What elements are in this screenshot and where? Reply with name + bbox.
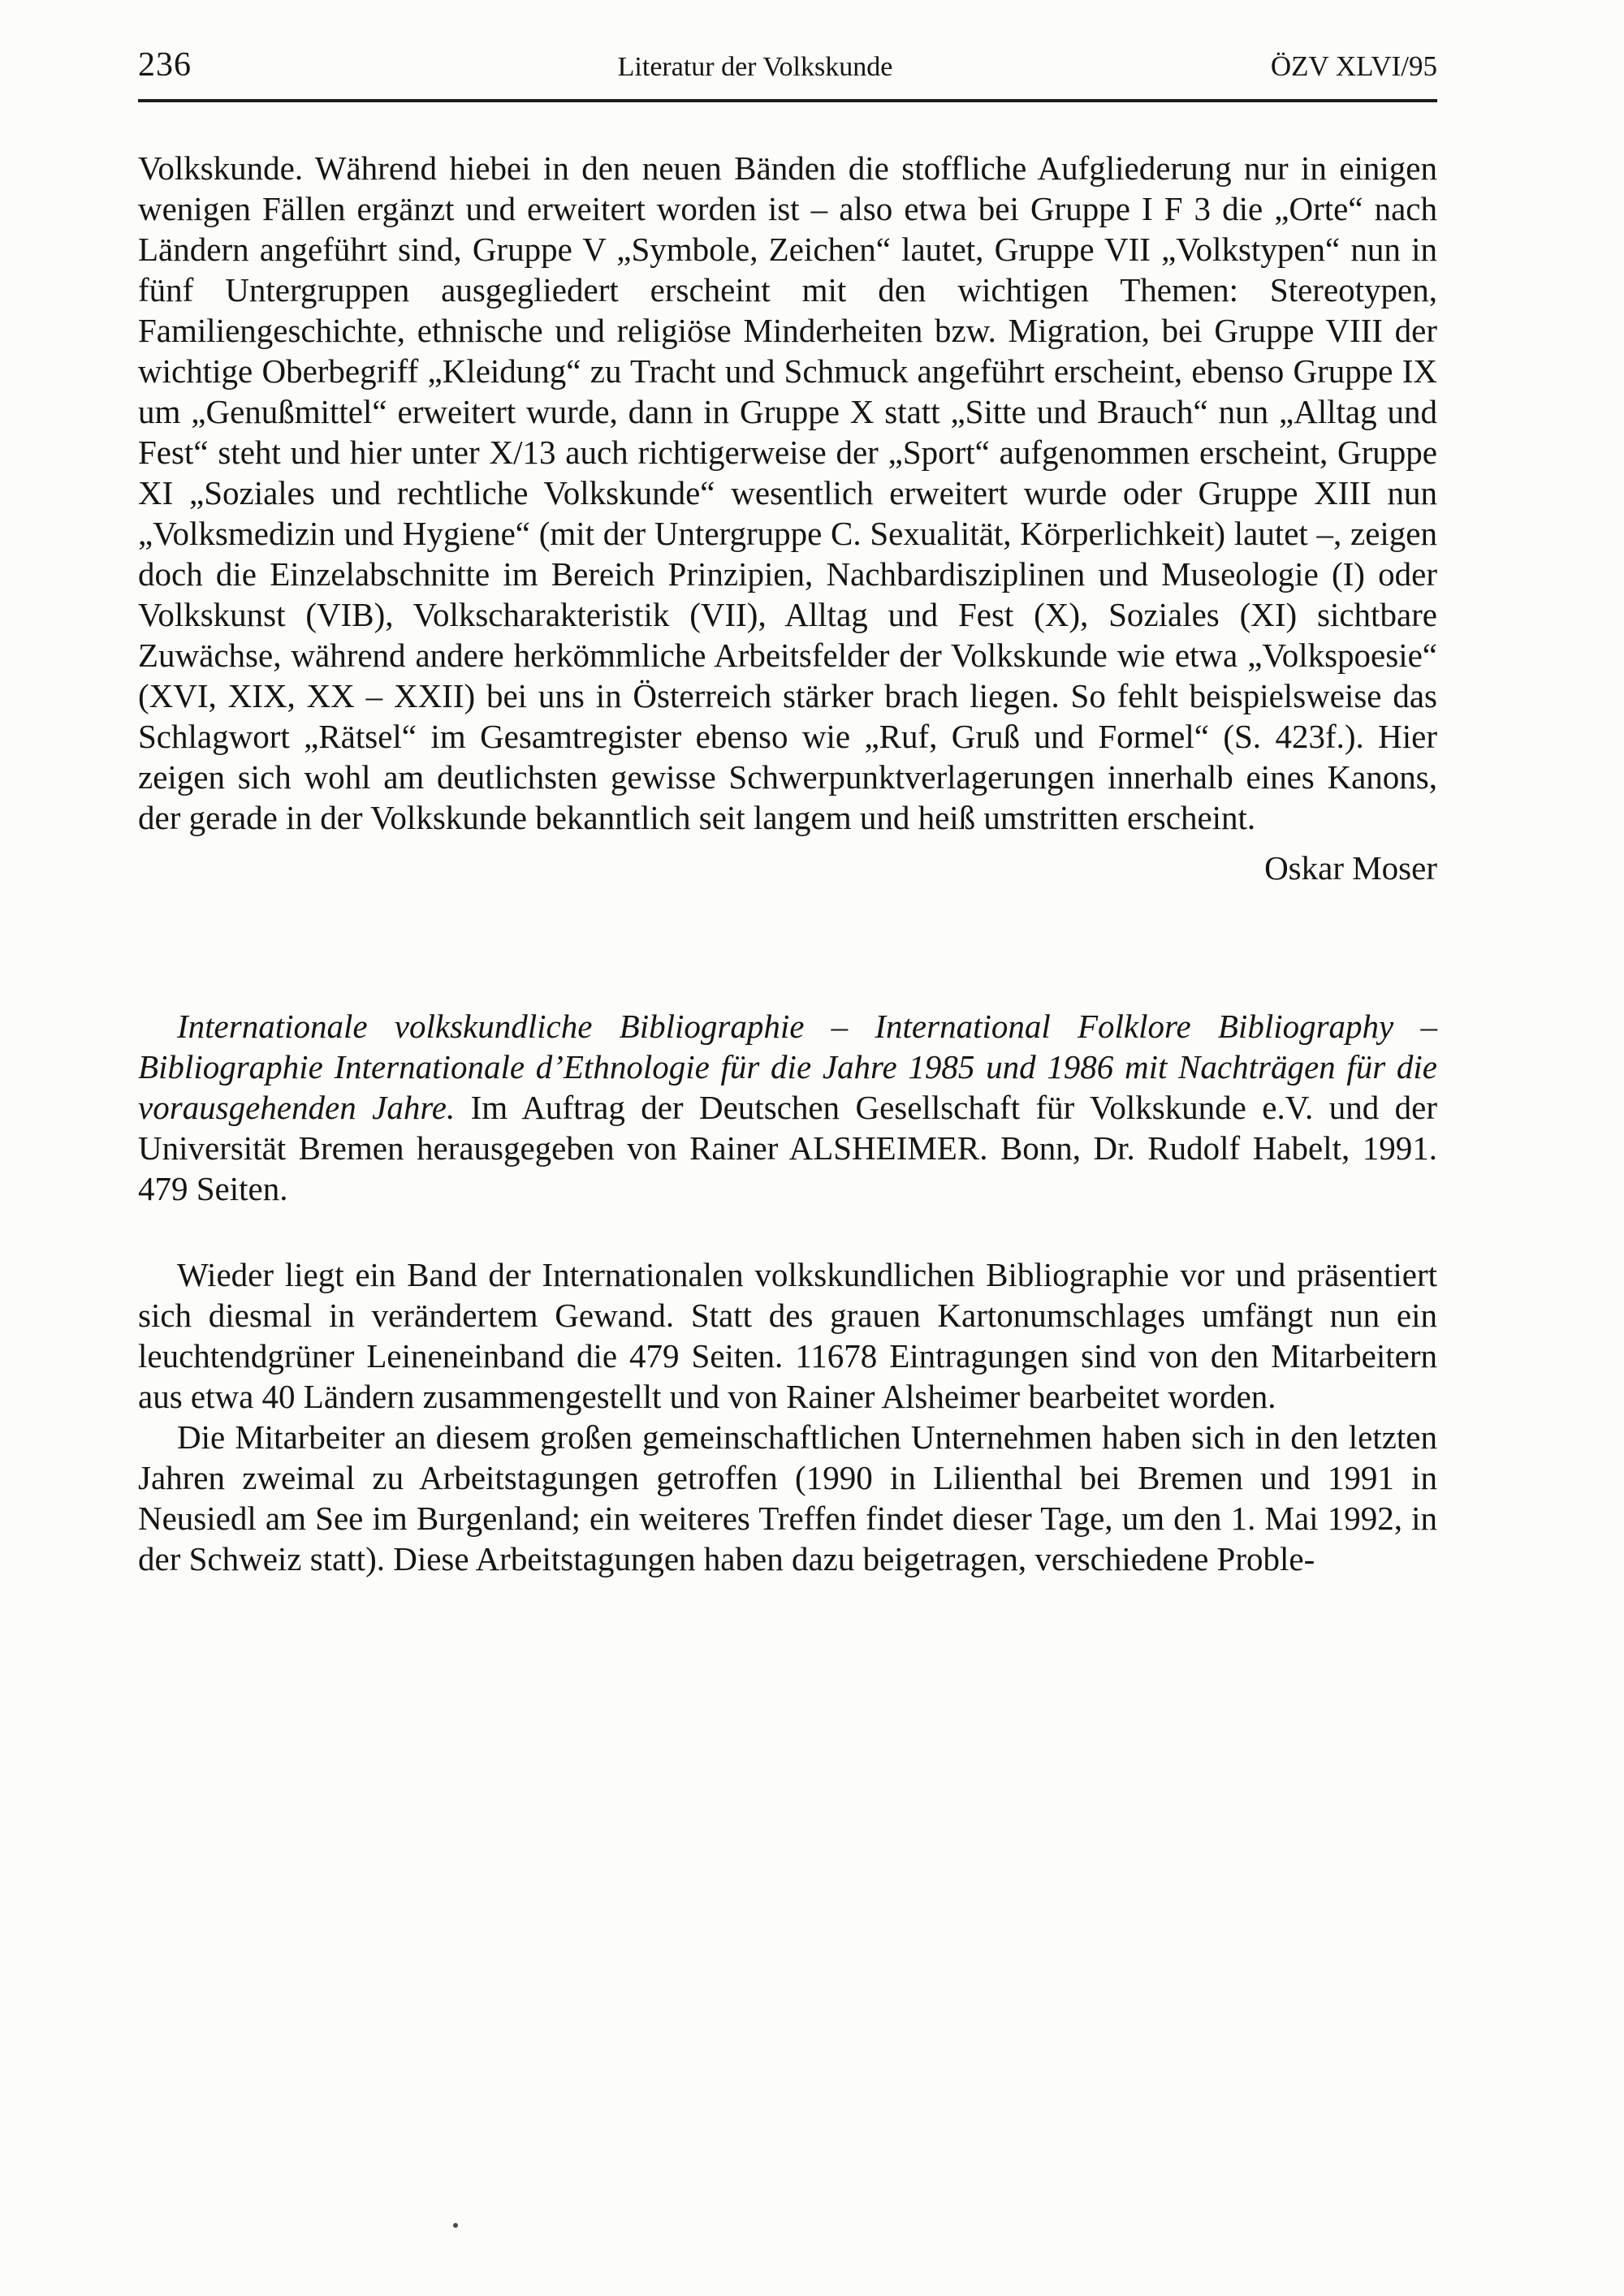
scan-speck [453,2223,458,2228]
bibliography-title-roman: Im Auftrag der Deutschen Gesellschaft für Volkskunde e.V. und der Universität Bremen herausgegeben von Rainer ALSHEIMER. Bonn, Dr. Rudolf Habelt, 1991. 479 Seiten. [138,1089,1437,1207]
page-number: 236 [138,46,192,84]
review-closing-paragraph: Volkskunde. Während hiebei in den neuen Bänden die stoffliche Aufgliederung nur in einigen wenigen Fällen ergänzt und erweitert worden ist – also etwa bei Gruppe I F 3 die „Orte“ nach Ländern angeführt sind, Gruppe V „Symbole, Zeichen“ lautet, Gruppe VII „Volkstypen“ nun in fünf Untergruppen ausgegliedert erscheint mit den wichtigen Themen: Stereotypen, Familiengeschichte, ethnische und religiöse Minderheiten bzw. Migration, bei Gruppe VIII der wichtige Oberbegriff „Kleidung“ zu Tracht und Schmuck angeführt erscheint, ebenso Gruppe IX um „Genußmittel“ erweitert wurde, dann in Gruppe X statt „Sitte und Brauch“ nun „Alltag und Fest“ steht und hier unter X/13 auch richtigerweise der „Sport“ aufgenommen erscheint, Gruppe XI „Soziales und rechtliche Volkskunde“ wesentlich erweitert wurde oder Gruppe XIII nun „Volksmedizin und Hygiene“ (mit der Untergruppe C. Sexualität, Körperlichkeit) lautet –, zeigen doch die Einzelabschnitte im Bereich Prinzipien, Nachbardisziplinen und Museologie (I) oder Volkskunst (VIB), Volkscharakteristik (VII), Alltag und Fest (X), Soziales (XI) sichtbare Zuwächse, während andere herkömmliche Arbeitsfelder der Volkskunde wie etwa „Volkspoesie“ (XVI, XIX, XX – XXII) bei uns in Österreich stärker brach liegen. So fehlt beispielsweise das Schlagwort „Rätsel“ im Gesamtregister ebenso wie „Ruf, Gruß und Formel“ (S. 423f.). Hier zeigen sich wohl am deutlichsten gewisse Schwerpunktverlagerungen innerhalb eines Kanons, der gerade in der Volkskunde bekanntlich seit langem und heiß umstritten erscheint. [138,149,1437,836]
review-paragraph-1: Wieder liegt ein Band der Internationalen volkskundlichen Bibliographie vor und präsentiert sich diesmal in verändertem Gewand. Statt des grauen Kartonumschlages umfängt nun ein leuchtendgrüner Leineneinband die 479 Seiten. 11678 Eintragungen sind von den Mitarbeitern aus etwa 40 Ländern zusammengestellt und von Rainer Alsheimer bearbeitet worden. [138,1256,1437,1415]
running-title: Literatur der Volkskunde [617,52,893,82]
bibliography-title-italic: Internationale volkskundliche Bibliographie – International Folklore Bibliography – Bibliographie Internationale d’Ethnologie für die Jahre 1985 und 1986 mit Nachträgen für die vorausgehenden Jahre. [138,1008,1437,1126]
page-content [138,148,1437,1579]
review-paragraph-2: Die Mitarbeiter an diesem großen gemeinschaftlichen Unternehmen haben sich in den letzten Jahren zweimal zu Arbeitstagungen getroffen (1990 in Lilienthal bei Bremen und 1991 in Neusiedl am See im Burgenland; ein weiteres Treffen findet dieser Tage, um den 1. Mai 1992, in der Schweiz statt). Diese Arbeitstagungen haben dazu beigetragen, verschiedene Proble- [138,1418,1437,1577]
bibliography-title-paragraph [138,1006,1437,1209]
header-divider [138,99,1437,102]
page-header [138,45,1437,84]
journal-ref: ÖZV XLVI/95 [1270,50,1437,82]
reviewer-signature: Oskar Moser [1264,849,1437,887]
